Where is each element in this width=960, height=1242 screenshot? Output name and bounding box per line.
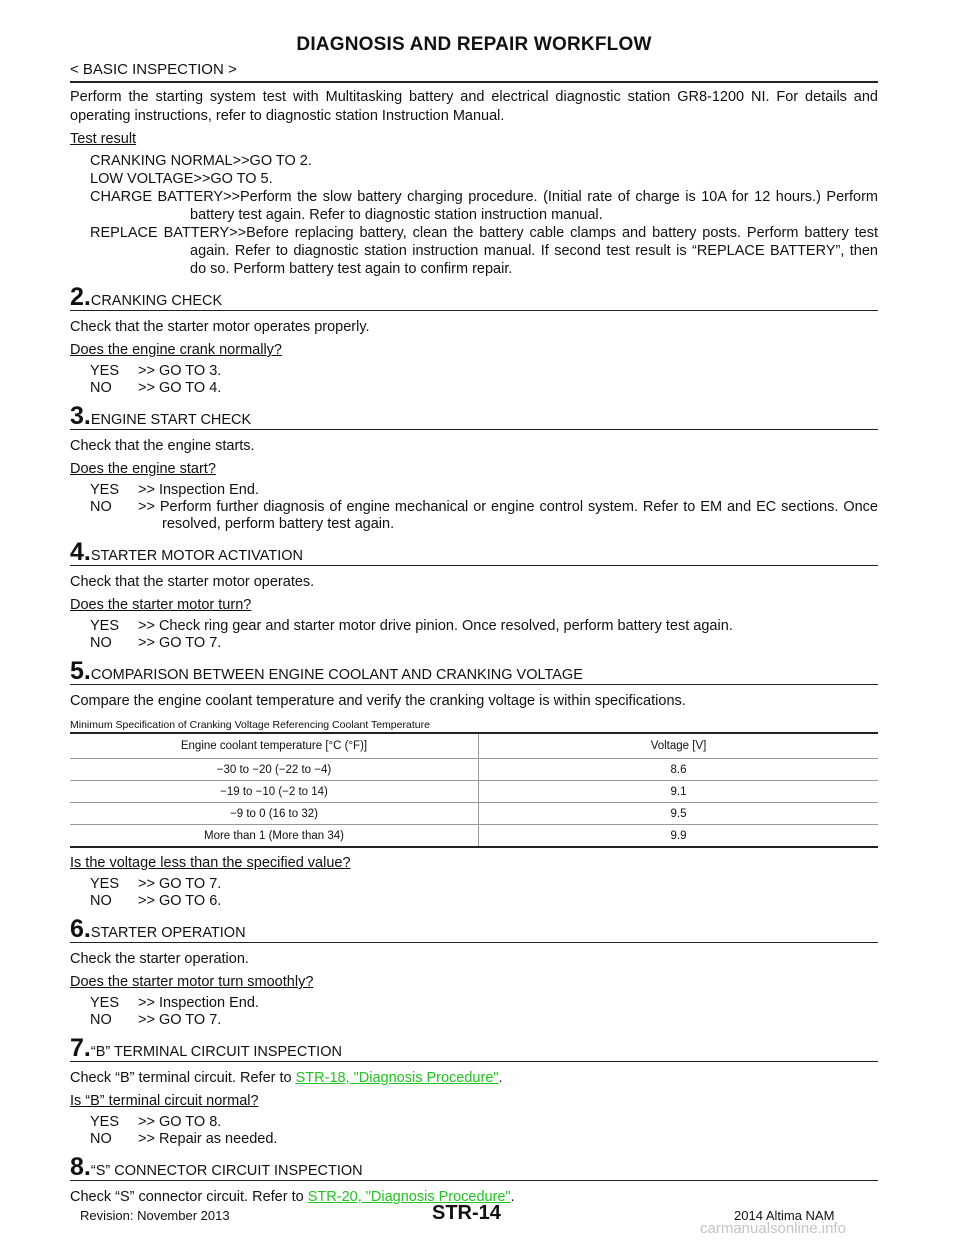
table-cell: −9 to 0 (16 to 32) xyxy=(70,803,479,825)
answer-text: >> GO TO 4. xyxy=(138,380,222,396)
answer-row xyxy=(70,995,878,1012)
step-answers xyxy=(70,995,878,1029)
table-cell: 9.9 xyxy=(479,825,879,848)
revision-date: Revision: November 2013 xyxy=(80,1208,230,1223)
answer-key: YES xyxy=(90,363,120,379)
step-divider xyxy=(70,429,878,430)
step-answers xyxy=(70,876,878,910)
step-question: Does the engine crank normally? xyxy=(70,342,282,358)
step-answers xyxy=(70,1114,878,1148)
step-name: STARTER MOTOR ACTIVATION xyxy=(90,548,304,564)
table-row xyxy=(70,759,878,781)
vehicle-model: 2014 Altima NAM xyxy=(734,1208,835,1223)
step-answers xyxy=(70,363,878,397)
table-cell: 9.1 xyxy=(479,781,879,803)
answer-key: NO xyxy=(90,380,112,396)
table-cell: More than 1 (More than 34) xyxy=(70,825,479,848)
answer-text: >> Inspection End. xyxy=(138,995,259,1011)
table-header-row xyxy=(70,733,878,759)
step-check-text: Check the starter operation. xyxy=(70,951,249,967)
table-row xyxy=(70,803,878,825)
step-check-text xyxy=(70,1069,878,1087)
answer-row xyxy=(70,380,878,397)
section-context: < BASIC INSPECTION > xyxy=(70,61,237,78)
step-heading xyxy=(70,658,878,684)
step-check-text: Check that the engine starts. xyxy=(70,438,255,454)
table-cell: 9.5 xyxy=(479,803,879,825)
check-text: Check “S” connector circuit. Refer to xyxy=(70,1189,308,1205)
answer-key: YES xyxy=(90,482,120,498)
header-divider xyxy=(70,81,878,83)
step-number: 3. xyxy=(70,402,91,430)
answer-text: >> GO TO 7. xyxy=(138,635,222,651)
table-cell: 8.6 xyxy=(479,759,879,781)
step-question: Does the starter motor turn? xyxy=(70,597,252,613)
step-check-text: Check that the starter motor operates. xyxy=(70,574,315,590)
table-header-cell: Engine coolant temperature [°C (°F)] xyxy=(70,733,479,759)
answer-key: YES xyxy=(90,995,120,1011)
step-name: STARTER OPERATION xyxy=(90,925,246,941)
step-divider xyxy=(70,942,878,943)
test-result-item: CHARGE BATTERY>>Perform the slow battery charging procedure. (Initial rate of charge is 10A for 12 hours.) Perform battery test again. Refer to diagnostic station instruction manual. xyxy=(90,189,878,223)
step-heading xyxy=(70,403,878,429)
answer-row xyxy=(70,876,878,893)
answer-text: >> Repair as needed. xyxy=(138,1131,278,1147)
answer-key: YES xyxy=(90,618,120,634)
check-text: Check “B” terminal circuit. Refer to xyxy=(70,1070,296,1086)
step-question: Is “B” terminal circuit normal? xyxy=(70,1093,259,1109)
answer-row xyxy=(70,363,878,380)
answer-key: YES xyxy=(90,876,120,892)
test-result-item: LOW VOLTAGE>>GO TO 5. xyxy=(90,171,273,187)
step-divider xyxy=(70,1061,878,1062)
table-row xyxy=(70,781,878,803)
table-cell: −30 to −20 (−22 to −4) xyxy=(70,759,479,781)
step-heading xyxy=(70,916,878,942)
answer-key: NO xyxy=(90,499,112,515)
answer-key: NO xyxy=(90,1131,112,1147)
answer-key: NO xyxy=(90,1012,112,1028)
intro-paragraph: Perform the starting system test with Multitasking battery and electrical diagnostic station GR8-1200 NI. For details and operating instructions, refer to diagnostic station Instruction Manual. xyxy=(70,89,878,124)
answer-text: >> Check ring gear and starter motor drive pinion. Once resolved, perform battery test again. xyxy=(138,618,733,634)
step-heading xyxy=(70,284,878,310)
answer-key: NO xyxy=(90,635,112,651)
page-code: STR-14 xyxy=(432,1202,501,1224)
step-name: ENGINE START CHECK xyxy=(90,412,252,428)
step-number: 2. xyxy=(70,283,91,311)
table-cell: −19 to −10 (−2 to 14) xyxy=(70,781,479,803)
step-number: 6. xyxy=(70,915,91,943)
answer-row xyxy=(70,618,878,635)
test-result-item: REPLACE BATTERY>>Before replacing battery, clean the battery cable clamps and battery posts. Perform battery test again. Refer to diagnostic station instruction manual. If second test result is “REPLACE BATTERY”, then do so. Perform battery test again to confirm repair. xyxy=(90,225,878,277)
step-name: “B” TERMINAL CIRCUIT INSPECTION xyxy=(90,1044,342,1060)
answer-row xyxy=(70,482,878,499)
step-number: 4. xyxy=(70,538,91,566)
step-number: 5. xyxy=(70,657,91,685)
site-watermark: carmanualsonline.info xyxy=(700,1220,846,1237)
step-check-text: Check that the starter motor operates properly. xyxy=(70,319,370,335)
step-divider xyxy=(70,565,878,566)
answer-text: >> Perform further diagnosis of engine mechanical or engine control system. Refer to EM and EC sections. Once resolved, perform battery test again. xyxy=(138,499,878,532)
answer-text: >> Inspection End. xyxy=(138,482,259,498)
check-text-end: . xyxy=(510,1189,515,1205)
test-result-item: CRANKING NORMAL>>GO TO 2. xyxy=(90,153,312,169)
table-header-cell: Voltage [V] xyxy=(479,733,879,759)
step-divider xyxy=(70,1180,878,1181)
str-20-diagnosis-link[interactable]: STR-20, "Diagnosis Procedure" xyxy=(307,1189,511,1205)
answer-key: YES xyxy=(90,1114,120,1130)
answer-text: >> GO TO 6. xyxy=(138,893,222,909)
test-result-heading: Test result xyxy=(70,131,137,147)
step-name: CRANKING CHECK xyxy=(90,293,223,309)
step-name: COMPARISON BETWEEN ENGINE COOLANT AND CRANKING VOLTAGE xyxy=(90,667,583,683)
answer-row xyxy=(70,1131,878,1148)
answer-row xyxy=(70,893,878,910)
step-number: 8. xyxy=(70,1153,91,1181)
page-title: DIAGNOSIS AND REPAIR WORKFLOW xyxy=(296,34,652,55)
table-row xyxy=(70,825,878,848)
step-name: “S” CONNECTOR CIRCUIT INSPECTION xyxy=(90,1163,363,1179)
step-heading xyxy=(70,539,878,565)
table-caption: Minimum Specification of Cranking Voltage Referencing Coolant Temperature xyxy=(70,719,430,731)
step-divider xyxy=(70,310,878,311)
step-heading xyxy=(70,1035,878,1061)
step-divider xyxy=(70,684,878,685)
answer-text: >> GO TO 7. xyxy=(138,1012,222,1028)
answer-text: >> GO TO 7. xyxy=(138,876,222,892)
answer-row xyxy=(70,635,878,652)
answer-row xyxy=(70,1012,878,1029)
answer-row xyxy=(70,499,878,533)
check-text-end: . xyxy=(498,1070,503,1086)
step-check-text: Compare the engine coolant temperature and verify the cranking voltage is within specifications. xyxy=(70,693,686,709)
answer-text: >> GO TO 3. xyxy=(138,363,222,379)
answer-text: >> GO TO 8. xyxy=(138,1114,222,1130)
manual-page xyxy=(70,0,878,1206)
answer-row xyxy=(70,1114,878,1131)
step-question: Is the voltage less than the specified value? xyxy=(70,855,351,871)
step-question: Does the starter motor turn smoothly? xyxy=(70,974,314,990)
voltage-spec-table xyxy=(70,732,878,848)
answer-key: NO xyxy=(90,893,112,909)
test-result-list xyxy=(70,152,878,278)
step-heading xyxy=(70,1154,878,1180)
str-18-diagnosis-link[interactable]: STR-18, "Diagnosis Procedure" xyxy=(295,1070,499,1086)
step-number: 7. xyxy=(70,1034,91,1062)
step-question: Does the engine start? xyxy=(70,461,216,477)
step-answers xyxy=(70,482,878,533)
step-answers xyxy=(70,618,878,652)
